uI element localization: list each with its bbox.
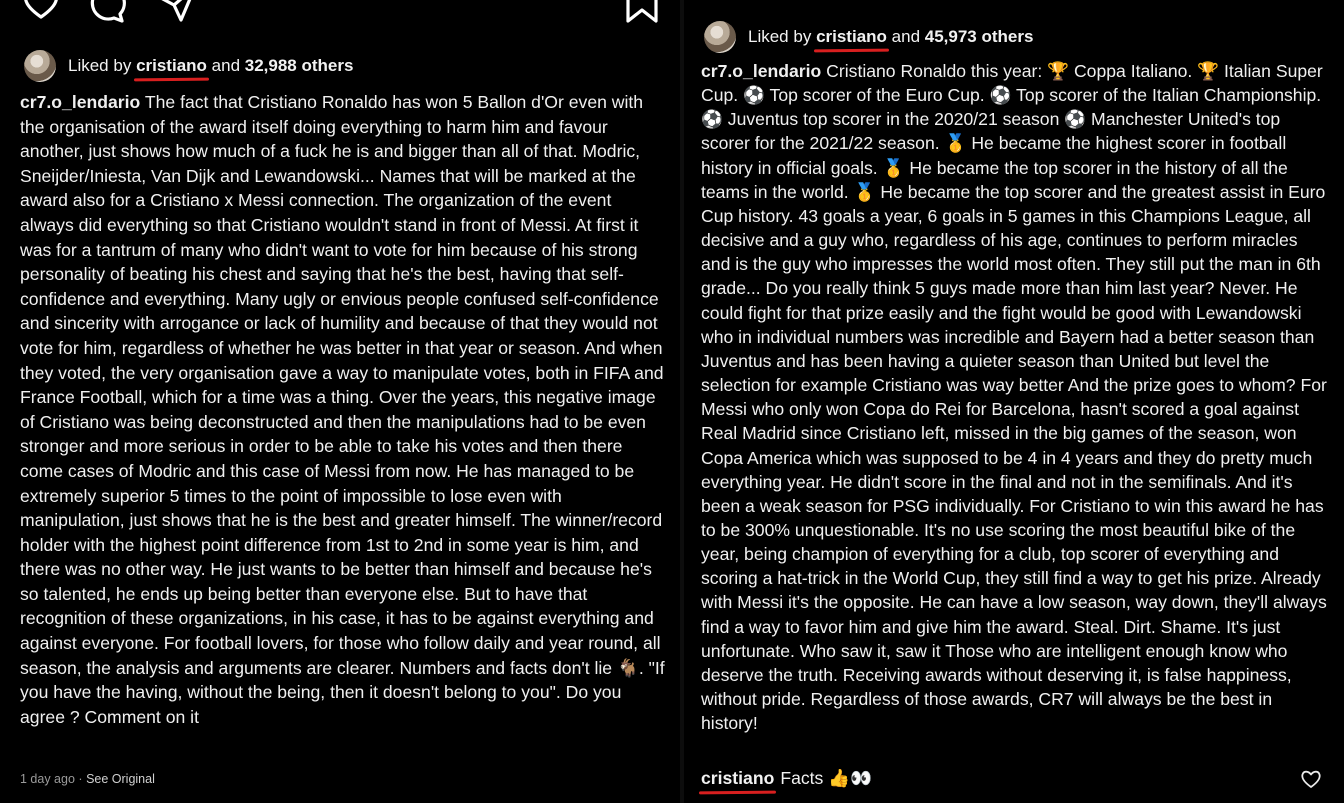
liked-by-row-right bbox=[704, 21, 1033, 53]
caption-username-right[interactable]: cr7.o_lendario bbox=[701, 61, 822, 81]
caption-text: The fact that Cristiano Ronaldo has won 5 Ballon d'Or even with the organisation of the award itself doing everything to harm him and favour another, just shows how much of a fuck he is and bigger than all of that. Modric, Sneijder/Iniesta, Van Dijk and Lewandowski... Names that will be marked at the award also for a Cristiano x Messi connection. The organization of the event always did everything so that Cristiano wouldn't stand in front of Messi. At first it was for a tantrum of many who didn't want to vote for him because of his strong personality of beating his chest and saying that he's the best, having that self-confidence and everything. Many ugly or envious people confused self-confidence and sincerity with arrogance or lack of humility and because of that they would not vote for him, regardless of whether he was better in that year or season. And when they voted, the very organisation gave a way to manipulate votes, both in FIFA and France Football, which for a time was a thing. Over the years, this negative image of Cristiano was being deconstructed and then the manipulations had to be even stronger and more serious in order to be able to take his votes and then there come cases of Modric and this case of Messi from now. He has managed to be extremely superior 5 times to the point of impossible to lose even with manipulation, just shows that he is the best and greater himself. The winner/record holder with the highest point difference from 1st to 2nd in some year is him, and there was no other way. He just wants to be better than himself and because he's so talented, he ends up being better than everyone else. But to have that recognition of these organizations, in his case, it has to be against everything and against everyone. For football lovers, for those who follow daily and year round, all season, the analysis and arguments are clearer. Numbers and facts don't lie 🐐. "If you have the having, without the being, then it doesn't belong to you". Do you agree ? Comment on it bbox=[20, 92, 665, 727]
liked-user-link[interactable]: cristiano bbox=[136, 56, 207, 75]
post-caption bbox=[20, 90, 665, 729]
share-icon[interactable] bbox=[158, 0, 198, 24]
like-comment-icon[interactable] bbox=[1300, 768, 1322, 790]
liked-prefix: Liked by bbox=[68, 56, 132, 75]
avatar[interactable] bbox=[24, 50, 56, 82]
heart-icon[interactable] bbox=[22, 0, 60, 22]
avatar-right[interactable] bbox=[704, 21, 736, 53]
liked-user-link-right[interactable]: cristiano bbox=[816, 27, 887, 46]
post-meta bbox=[20, 772, 155, 786]
post-actions bbox=[20, 0, 670, 24]
liked-others-link-right[interactable]: 45,973 others bbox=[924, 27, 1034, 46]
liked-connector: and bbox=[211, 56, 241, 75]
caption-text-right: Cristiano Ronaldo this year: 🏆 Coppa Italiano. 🏆 Italian Super Cup. ⚽ Top scorer of the Euro Cup. ⚽ Top scorer of the Italian Championship. ⚽ Juventus top scorer in the 2020/21 season ⚽ Manchester United's top scorer for the 2021/22 season. 🥇 He became the highest scorer in football history in official goals. 🥇 He became the top scorer in the history of all the teams in the world. 🥇 He became the top scorer and the greatest assist in Euro Cup history. 43 goals a year, 6 goals in 5 games in this Champions League, all decisive and a guy who, regardless of his age, continues to perform miracles and is the guy who impresses the world most often. They still put the man in 6th grade... Do you really think 5 guys made more than him last year? Never. He could fight for that prize easily and the fight would be good with Lewandowski who in individual numbers was incredible and Bayern had a better season than Juventus and has been having a quieter season than United but level the selection for example Cristiano was way better And the prize goes to whom? For Messi who only won Copa do Rei for Barcelona, hasn't scored a goal against Real Madrid since Cristiano left, missed in the big games of the season, won Copa America which was supposed to be 4 in 4 years and they do pretty much everything year. He didn't score in the final and not in the semifinals. And it's been a weak season for PSG individually. For Cristiano to win this award he has to be 300% unquestionable. It's no use scoring the most beautiful bike of the year, being champion of everything for a club, top scorer of everything and scoring a hat-trick in the World Cup, they still find a way to get his prize. Already with Messi it's the opposite. He can have a low season, way down, they'll always find a way to favor him and give him the award. Steal. Dirt. Shame. It's just unfortunate. Who saw it, saw it Those who are intelligent enough know who deserve the truth. Receiving awards without deserving it, is false happiness, without pride. Regardless of those awards, CR7 will always be the best in history! bbox=[701, 61, 1327, 734]
meta-separator: · bbox=[78, 772, 83, 786]
comment-icon[interactable] bbox=[86, 0, 126, 24]
comment-username[interactable]: cristiano bbox=[701, 768, 775, 788]
liked-by-row bbox=[24, 50, 353, 82]
comment-row bbox=[701, 768, 872, 789]
timestamp: 1 day ago bbox=[20, 772, 75, 786]
bookmark-icon[interactable] bbox=[624, 0, 660, 24]
liked-connector-right: and bbox=[891, 27, 921, 46]
caption-username[interactable]: cr7.o_lendario bbox=[20, 92, 141, 112]
liked-prefix-right: Liked by bbox=[748, 27, 812, 46]
see-original-link[interactable]: See Original bbox=[86, 772, 155, 786]
post-caption-right bbox=[701, 59, 1329, 735]
liked-others-link[interactable]: 32,988 others bbox=[244, 56, 354, 75]
comment-text: Facts 👍👀 bbox=[780, 768, 873, 788]
